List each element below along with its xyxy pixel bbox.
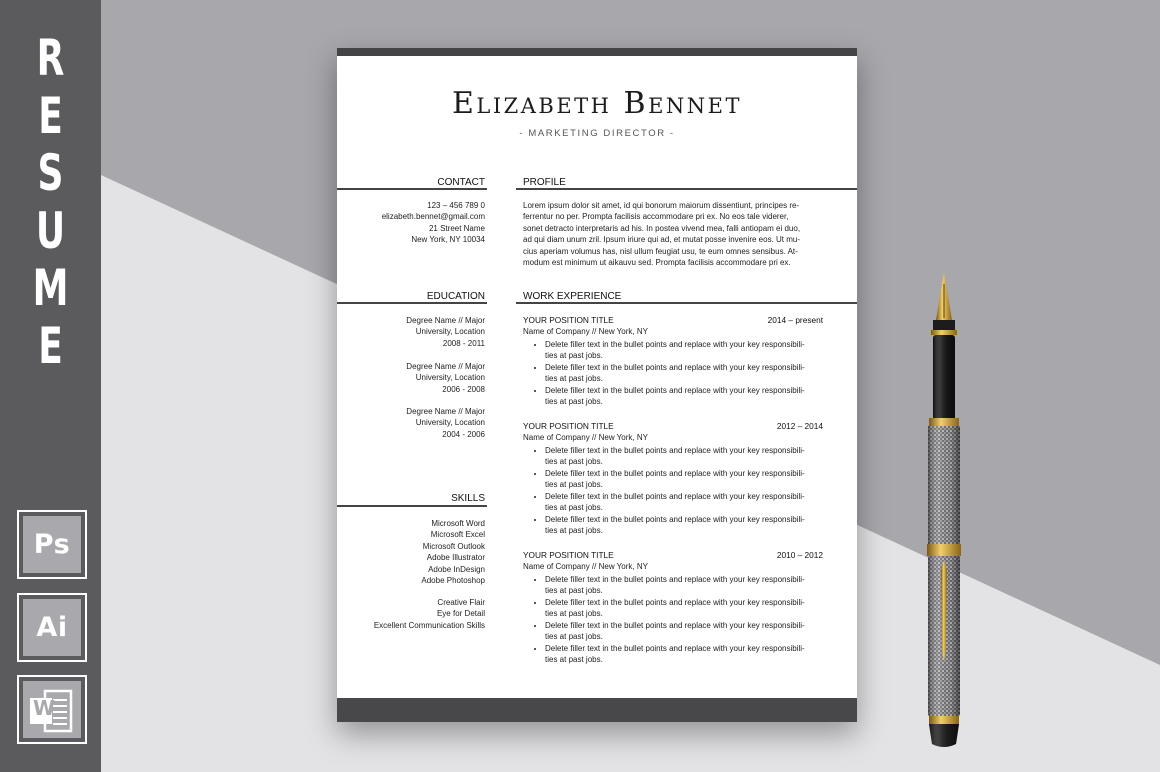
job-dates: 2014 – present bbox=[767, 315, 823, 325]
job-entry bbox=[523, 315, 823, 408]
profile-line: sonet detracto interpretaris ad his. In postea vivend mea, falli antiopam ei duo, bbox=[523, 223, 801, 233]
job-bullets bbox=[523, 574, 823, 666]
skills-heading: SKILLS bbox=[451, 493, 485, 504]
job-entry bbox=[523, 550, 823, 666]
bullet-line: Delete filler text in the bullet points and replace with your key responsibili- bbox=[545, 385, 805, 395]
experience-heading: WORK EXPERIENCE bbox=[523, 291, 622, 302]
profile-line: modum est minimum ut aikauvu sed. Prompta facilisis accommodare pri ex. bbox=[523, 258, 791, 268]
bullet bbox=[545, 620, 823, 643]
company: Name of Company // New York, NY bbox=[523, 326, 648, 336]
street: 21 Street Name bbox=[428, 223, 485, 233]
soft-skills bbox=[374, 597, 485, 631]
illustrator-icon bbox=[17, 593, 87, 662]
degree: Degree Name // Major bbox=[406, 316, 485, 325]
first-name: Elizabeth bbox=[452, 86, 612, 121]
position-title: YOUR POSITION TITLE bbox=[523, 550, 614, 560]
word-icon bbox=[17, 675, 87, 744]
left-banner bbox=[0, 0, 101, 772]
letter: E bbox=[38, 316, 63, 375]
job-bullets bbox=[523, 339, 823, 408]
bullet-line: ties at past jobs. bbox=[545, 351, 603, 360]
bullet-line: Delete filler text in the bullet points and replace with your key responsibili- bbox=[545, 514, 805, 524]
profile-line: Lorem ipsum dolor sit amet, id qui bonorum maiorum dissentiunt, principes re- bbox=[523, 201, 800, 210]
profile-rule bbox=[516, 188, 857, 190]
bullet-line: ties at past jobs. bbox=[545, 480, 603, 489]
experience-rule bbox=[516, 302, 857, 304]
bullet bbox=[545, 362, 823, 385]
bullet-line: Delete filler text in the bullet points and replace with your key responsibili- bbox=[545, 643, 805, 653]
photoshop-icon bbox=[17, 510, 87, 579]
skill-item: Microsoft Excel bbox=[430, 530, 485, 540]
profile-line: ad qui diam unum zril. Ipsum iriure qui ad, et mutat posse invenire eos. Ut mu- bbox=[523, 235, 801, 245]
city: New York, NY 10034 bbox=[411, 235, 485, 245]
bullet bbox=[545, 468, 823, 491]
bullet bbox=[545, 597, 823, 620]
bullet-line: ties at past jobs. bbox=[545, 526, 603, 535]
job-dates: 2010 – 2012 bbox=[776, 550, 823, 560]
bullet-line: Delete filler text in the bullet points and replace with your key responsibili- bbox=[545, 574, 805, 584]
school: University, Location bbox=[415, 373, 485, 383]
skill-item: Adobe Illustrator bbox=[426, 553, 485, 563]
bullet-line: Delete filler text in the bullet points and replace with your key responsibili- bbox=[545, 491, 805, 501]
bullet-line: ties at past jobs. bbox=[545, 503, 603, 512]
education-heading: EDUCATION bbox=[426, 291, 485, 302]
bullet-line: Delete filler text in the bullet points and replace with your key responsibili- bbox=[545, 597, 805, 607]
bullet-line: ties at past jobs. bbox=[545, 586, 603, 595]
skill-item: Microsoft Word bbox=[431, 519, 485, 528]
profile-text bbox=[523, 200, 823, 268]
job-dates: 2012 – 2014 bbox=[776, 421, 823, 431]
years: 2006 - 2008 bbox=[442, 384, 485, 394]
photoshop-icon-label: Ps bbox=[33, 529, 71, 560]
bullet bbox=[545, 491, 823, 514]
profile-line: cius aperiam volumus has, nisl ullum feugiat usu, te eum omnes sensibus. At- bbox=[523, 246, 798, 256]
bullet-line: Delete filler text in the bullet points and replace with your key responsibili- bbox=[545, 468, 805, 478]
letter: S bbox=[37, 144, 64, 202]
letter: R bbox=[36, 29, 65, 87]
bullet bbox=[545, 514, 823, 537]
profile-heading: PROFILE bbox=[523, 177, 566, 188]
bullet-line: ties at past jobs. bbox=[545, 457, 603, 466]
contact-details bbox=[382, 200, 485, 246]
bullet bbox=[545, 445, 823, 468]
years: 2008 - 2011 bbox=[442, 338, 485, 348]
education-entry bbox=[406, 315, 485, 349]
footer-bar bbox=[337, 698, 857, 722]
bullet bbox=[545, 574, 823, 597]
bullet-line: ties at past jobs. bbox=[545, 655, 603, 664]
degree: Degree Name // Major bbox=[406, 407, 485, 416]
skill-item: Creative Flair bbox=[437, 598, 485, 607]
letter: E bbox=[38, 86, 63, 145]
bullet bbox=[545, 385, 823, 408]
school: University, Location bbox=[415, 418, 485, 428]
bullet-line: ties at past jobs. bbox=[545, 609, 603, 618]
fountain-pen-icon bbox=[914, 270, 974, 750]
candidate-name bbox=[337, 86, 857, 121]
skill-item: Microsoft Outlook bbox=[422, 541, 485, 551]
letter: U bbox=[35, 201, 66, 260]
job-entry bbox=[523, 421, 823, 537]
bullet-line: ties at past jobs. bbox=[545, 397, 603, 406]
bullet-line: Delete filler text in the bullet points and replace with your key responsibili- bbox=[545, 445, 805, 455]
phone: 123 – 456 789 0 bbox=[427, 201, 485, 210]
bullet bbox=[545, 339, 823, 362]
illustrator-icon-label: Ai bbox=[36, 612, 68, 643]
bullet-line: Delete filler text in the bullet points and replace with your key responsibili- bbox=[545, 620, 805, 630]
position-title: YOUR POSITION TITLE bbox=[523, 315, 614, 325]
resume-vertical-word bbox=[0, 30, 101, 375]
contact-rule bbox=[337, 188, 487, 190]
header-bar bbox=[337, 48, 857, 56]
bullet-line: Delete filler text in the bullet points and replace with your key responsibili- bbox=[545, 339, 805, 349]
company: Name of Company // New York, NY bbox=[523, 432, 648, 442]
school: University, Location bbox=[415, 327, 485, 337]
letter: M bbox=[32, 259, 69, 317]
word-icon-label: W bbox=[33, 696, 56, 720]
software-skills bbox=[421, 518, 485, 586]
resume-page bbox=[337, 48, 857, 722]
bullet bbox=[545, 643, 823, 666]
email: elizabeth.bennet@gmail.com bbox=[381, 212, 485, 222]
bullet-line: ties at past jobs. bbox=[545, 632, 603, 641]
degree: Degree Name // Major bbox=[406, 362, 485, 371]
contact-heading: CONTACT bbox=[437, 177, 485, 188]
profile-line: ferrentur no per. Prompta facilisis accommodare pri ex. No eos tale viderer, bbox=[523, 212, 789, 222]
years: 2004 - 2006 bbox=[442, 429, 485, 439]
position-title: YOUR POSITION TITLE bbox=[523, 421, 614, 431]
education-entry bbox=[406, 406, 485, 440]
job-bullets bbox=[523, 445, 823, 537]
skills-rule bbox=[337, 505, 487, 507]
education-rule bbox=[337, 302, 487, 304]
company: Name of Company // New York, NY bbox=[523, 561, 648, 571]
bullet-line: ties at past jobs. bbox=[545, 374, 603, 383]
skill-item: Eye for Detail bbox=[436, 609, 485, 619]
skill-item: Adobe Photoshop bbox=[421, 576, 485, 586]
education-entry bbox=[406, 361, 485, 395]
last-name: Bennet bbox=[623, 86, 742, 121]
job-title-line: - MARKETING DIRECTOR - bbox=[519, 128, 675, 139]
bullet-line: Delete filler text in the bullet points and replace with your key responsibili- bbox=[545, 362, 805, 372]
skill-item: Excellent Communication Skills bbox=[373, 620, 485, 630]
skill-item: Adobe InDesign bbox=[428, 564, 485, 574]
